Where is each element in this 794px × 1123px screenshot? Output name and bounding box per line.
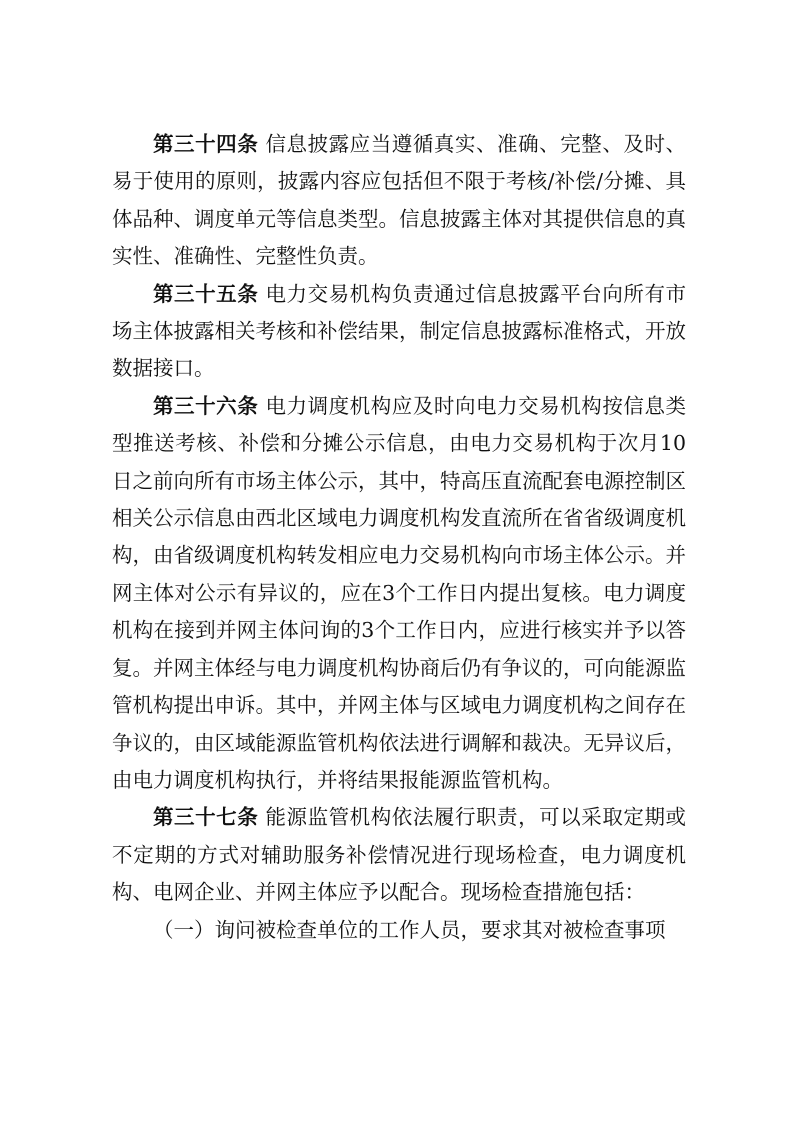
list-item-1 [112,912,686,949]
article-label: 第三十七条 [153,805,259,830]
article-text: 电力交易机构负责通过信息披露平台向所有市场主体披露相关考核和补偿结果，制定信息披露标准格式，开放数据接口。 [112,281,687,381]
article-label: 第三十四条 [153,132,259,156]
list-item-text: （一）询问被检查单位的工作人员，要求其对被检查事项 [153,917,666,942]
article-label: 第三十六条 [153,393,259,418]
document-body [112,126,686,949]
article-label: 第三十五条 [153,281,259,306]
article-37 [112,799,686,911]
article-35 [112,276,686,388]
article-text: 电力调度机构应及时向电力交易机构按信息类型推送考核、补偿和分摊公示信息，由电力交易机构于次月10日之前向所有市场主体公示，其中，特高压直流配套电源控制区相关公示信息由西北区域电力调度机构发直流所在省省级调度机构，由省级调度机构转发相应电力交易机构向市场主体公示。并网主体对公示有异议的，应在3个工作日内提出复核。电力调度机构在接到并网主体问询的3个工作日内，应进行核实并予以答复。并网主体经与电力调度机构协商后仍有争议的，可向能源监管机构提出申诉。其中，并网主体与区域电力调度机构之间存在争议的，由区域能源监管机构依法进行调解和裁决。无异议后，由电力调度机构执行，并将结果报能源监管机构。 [112,393,687,792]
article-36 [112,388,686,799]
article-text: 能源监管机构依法履行职责，可以采取定期或不定期的方式对辅助服务补偿情况进行现场检查，电力调度机构、电网企业、并网主体应予以配合。现场检查措施包括： [112,805,687,905]
article-text: 信息披露应当遵循真实、准确、完整、及时、易于使用的原则，披露内容应包括但不限于考核/补偿/分摊、具体品种、调度单元等信息类型。信息披露主体对其提供信息的真实性、准确性、完整性负责。 [112,132,687,269]
article-34 [112,126,686,276]
